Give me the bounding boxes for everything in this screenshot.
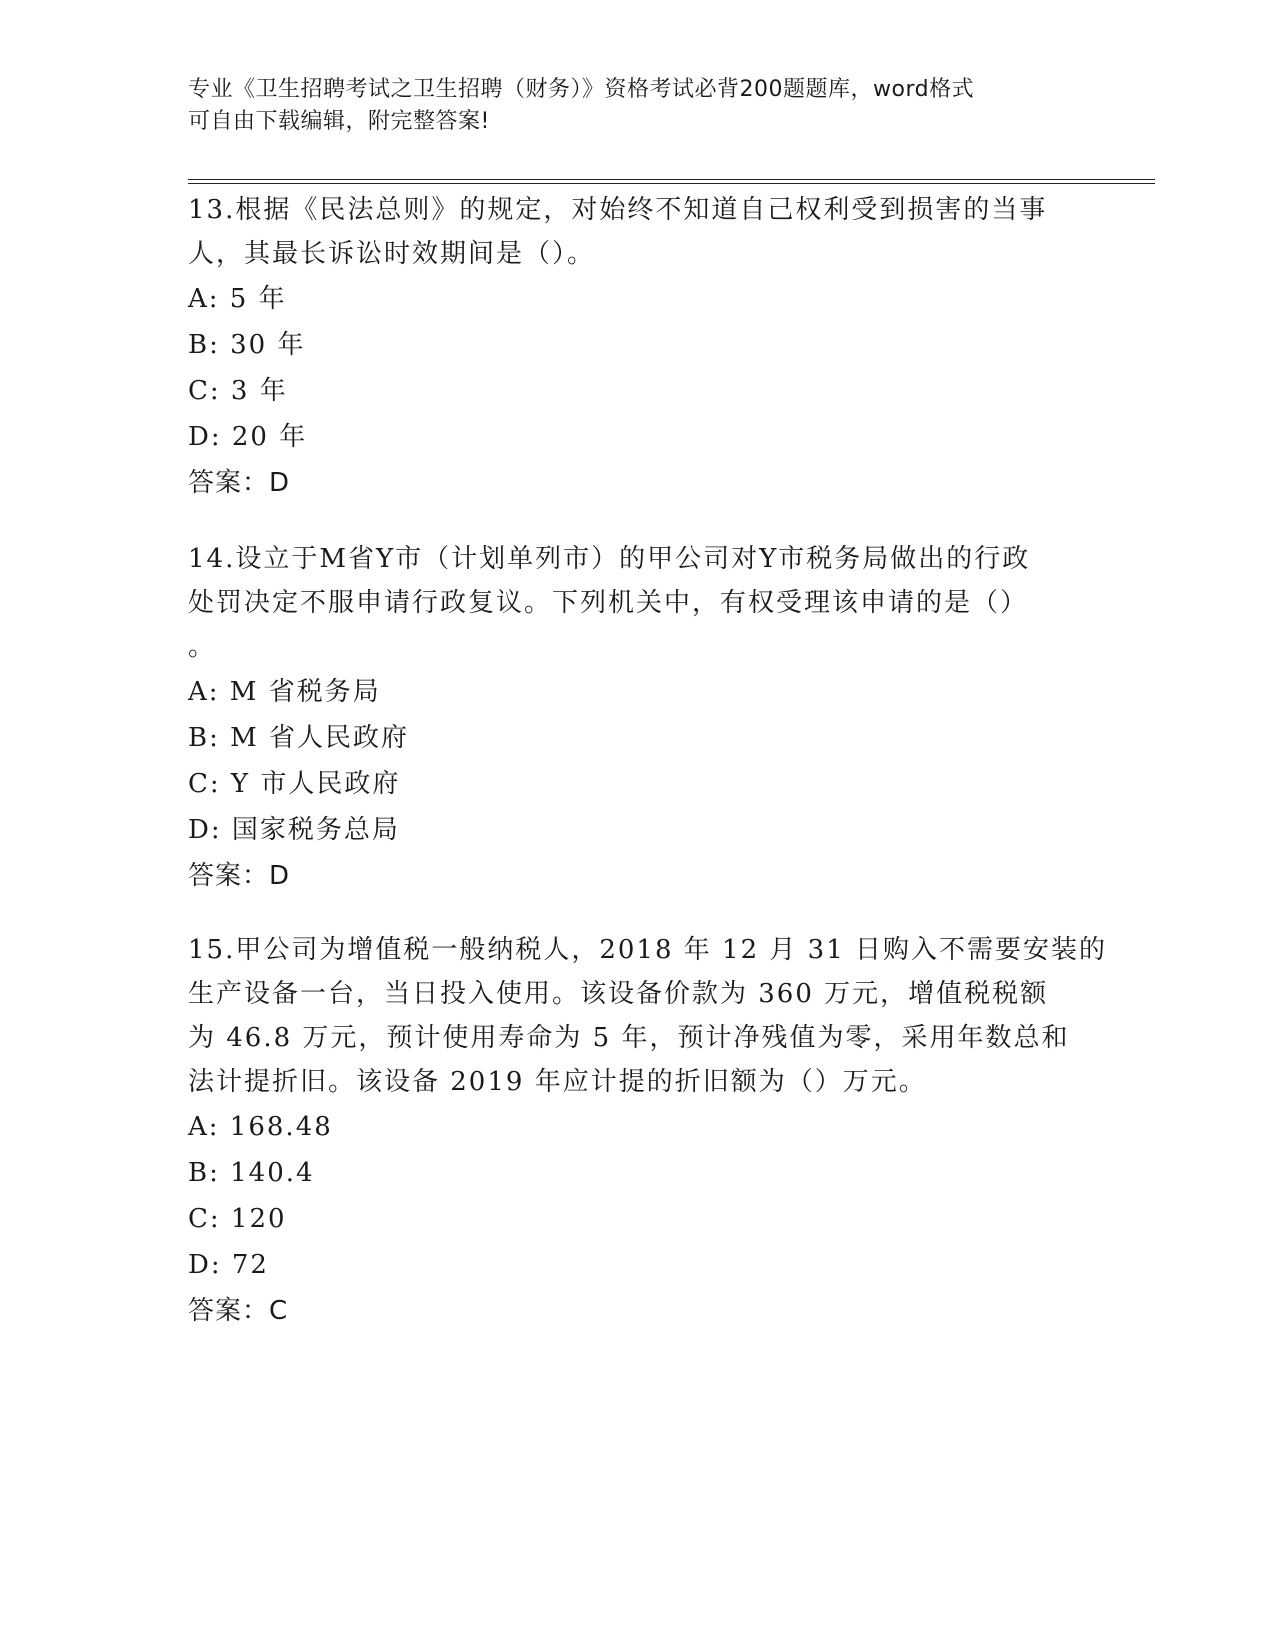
question-text-line: 人，其最长诉讼时效期间是（）。: [188, 239, 596, 269]
option-a: A: M 省税务局: [188, 677, 381, 707]
option-d: D: 72: [188, 1250, 269, 1280]
question-text-line: 生产设备一台，当日投入使用。该设备价款为 360 万元，增值税税额: [188, 979, 1049, 1009]
answer: 答案：D: [188, 861, 291, 891]
option-a: A: 168.48: [188, 1112, 333, 1142]
option-d: D: 国家税务总局: [188, 815, 400, 845]
option-d: D: 20 年: [188, 422, 308, 452]
document-header: [188, 74, 1068, 138]
header-divider: [188, 179, 1155, 180]
option-c: C: 3 年: [188, 376, 288, 406]
option-b: B: M 省人民政府: [188, 723, 410, 753]
question-text-line: 15.甲公司为增值税一般纳税人，2018 年 12 月 31 日购入不需要安装的: [188, 935, 1108, 965]
option-a: A: 5 年: [188, 284, 287, 314]
question-14: [188, 537, 1093, 899]
answer: 答案：D: [188, 468, 291, 498]
answer: 答案：C: [188, 1296, 289, 1326]
question-text-line: 13.根据《民法总则》的规定，对始终不知道自己权利受到损害的当事: [188, 195, 1048, 225]
header-line: 可自由下载编辑，附完整答案!: [188, 109, 490, 134]
header-divider: [188, 183, 1155, 184]
question-text-line: 为 46.8 万元，预计使用寿命为 5 年，预计净残值为零，采用年数总和: [188, 1023, 1070, 1053]
question-text-line: 14.设立于M省Y市（计划单列市）的甲公司对Y市税务局做出的行政: [188, 544, 1031, 574]
header-line: 专业《卫生招聘考试之卫生招聘（财务）》资格考试必背200题题库，word格式: [188, 77, 975, 102]
option-b: B: 140.4: [188, 1158, 315, 1188]
question-text-line: 法计提折旧。该设备 2019 年应计提的折旧额为（）万元。: [188, 1067, 927, 1097]
question-text-line: 。: [188, 632, 217, 662]
option-c: C: Y 市人民政府: [188, 769, 401, 799]
option-b: B: 30 年: [188, 330, 306, 360]
question-13: [188, 188, 1093, 506]
question-text-line: 处罚决定不服申请行政复议。下列机关中，有权受理该申请的是（）: [188, 588, 1029, 618]
question-15: [188, 928, 1108, 1334]
option-c: C: 120: [188, 1204, 287, 1234]
